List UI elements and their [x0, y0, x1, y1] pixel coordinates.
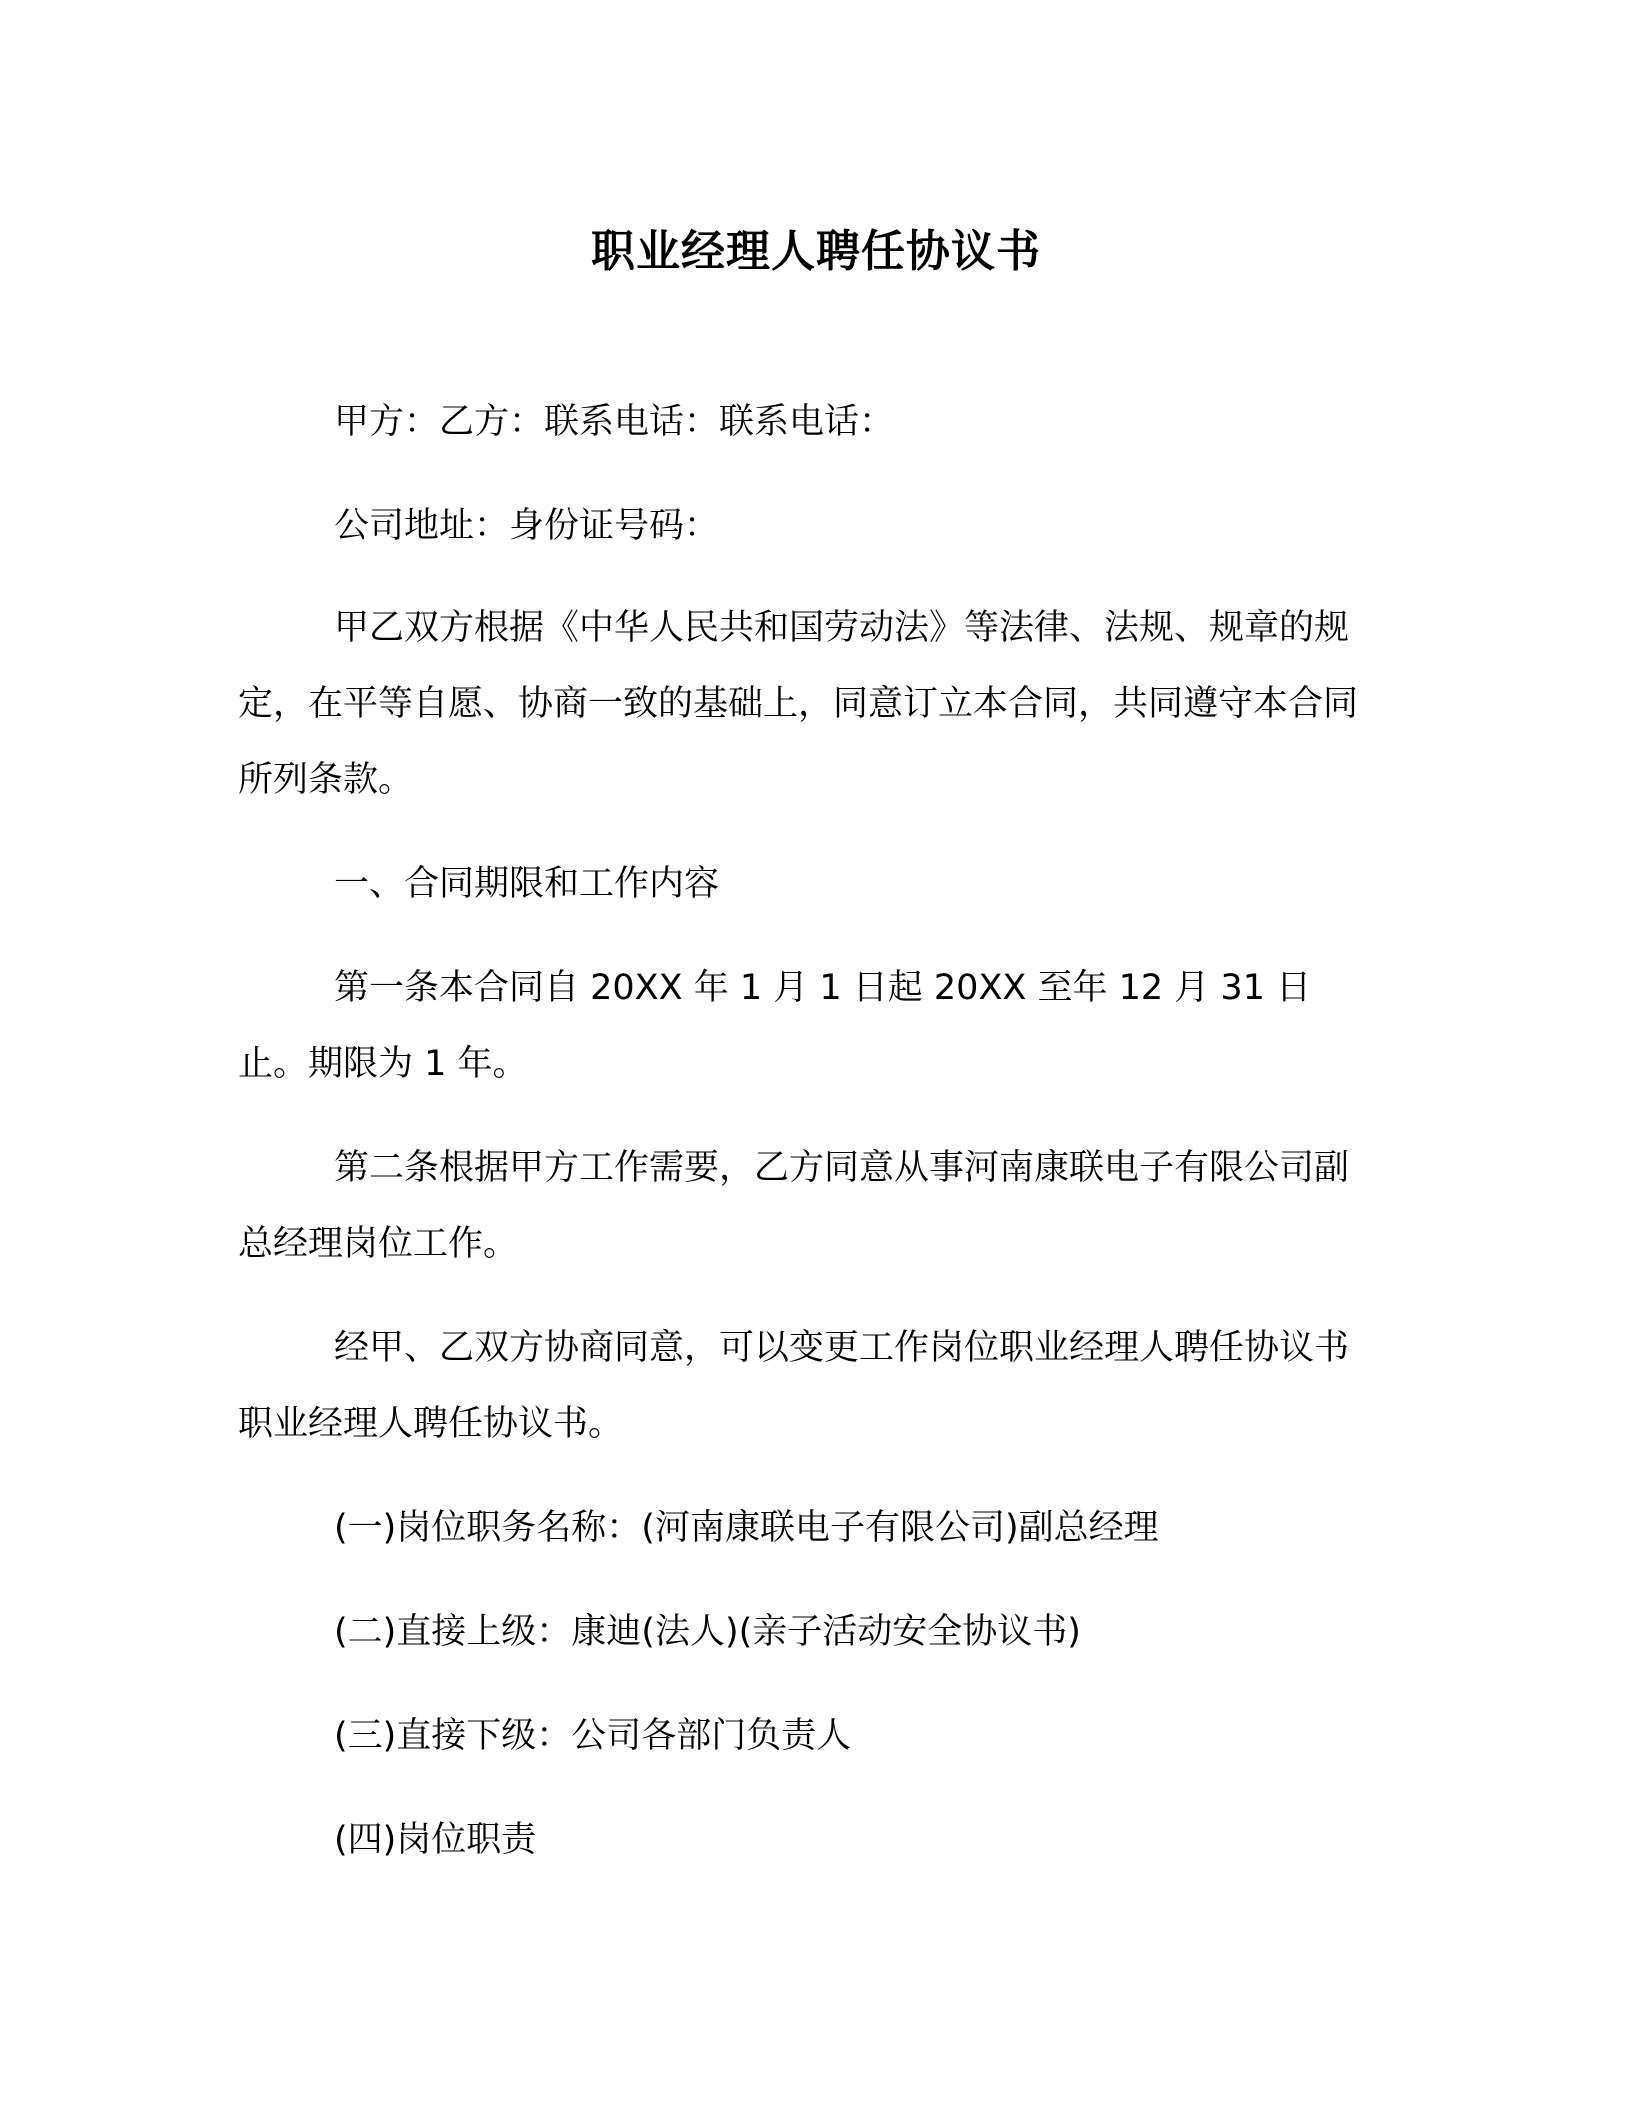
- article-1-paragraph: 第一条本合同自 20XX 年 1 月 1 日起 20XX 至年 12 月 31 日止。期限为 1 年。: [238, 968, 1312, 1084]
- document-title: 职业经理人聘任协议书: [591, 226, 1041, 277]
- position-change-paragraph: 经甲、乙双方协商同意，可以变更工作岗位职业经理人聘任协议书职业经理人聘任协议书。: [238, 1328, 1350, 1444]
- direct-subordinate-item: (三)直接下级：公司各部门负责人: [334, 1716, 852, 1756]
- duties-item: (四)岗位职责: [334, 1820, 537, 1860]
- party-info-line: 甲方：乙方：联系电话：联系电话：: [334, 402, 895, 442]
- article-2-paragraph: 第二条根据甲方工作需要，乙方同意从事河南康联电子有限公司副总经理岗位工作。: [238, 1148, 1350, 1264]
- position-title-item: (一)岗位职务名称：(河南康联电子有限公司)副总经理: [334, 1508, 1159, 1548]
- section-heading-1: 一、合同期限和工作内容: [334, 864, 720, 904]
- preamble-paragraph: 甲乙双方根据《中华人民共和国劳动法》等法律、法规、规章的规定，在平等自愿、协商一致的基础上，同意订立本合同，共同遵守本合同所列条款。: [238, 608, 1359, 800]
- direct-superior-item: (二)直接上级：康迪(法人)(亲子活动安全协议书): [334, 1612, 1081, 1652]
- address-id-line: 公司地址：身份证号码：: [334, 506, 720, 546]
